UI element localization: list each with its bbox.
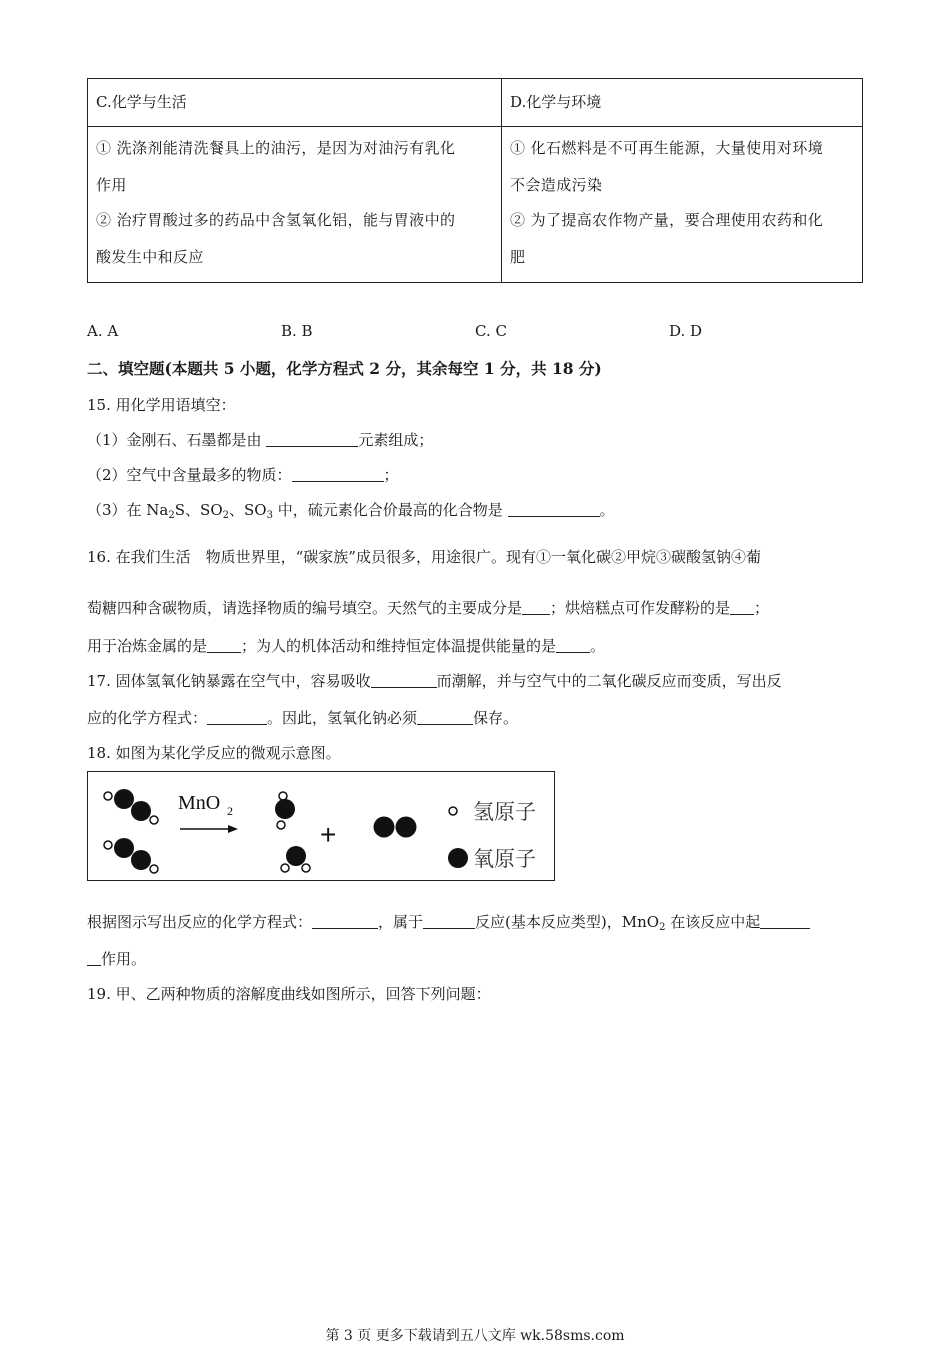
table-divider-horizontal (88, 126, 862, 127)
answer-blank[interactable] (522, 600, 550, 615)
answer-blank[interactable] (207, 638, 241, 653)
q18-text: 反应(基本反应类型)，MnO (475, 913, 660, 931)
answer-blank[interactable] (508, 502, 600, 517)
table-c-line: 作用 (96, 176, 127, 194)
comparison-table (87, 78, 863, 283)
oxygen-atom-legend-icon (448, 848, 468, 868)
answer-blank[interactable] (266, 432, 358, 447)
q15-stem: 15. 用化学用语填空： (87, 396, 236, 414)
answer-blank[interactable] (730, 600, 754, 615)
q16-line1: 16. 在我们生活 物质世界里，“碳家族”成员很多，用途很广。现有①一氧化碳②甲烷③碳酸氢钠④葡 (87, 548, 761, 566)
q16-line3 (87, 635, 605, 656)
reactant-molecule (104, 838, 158, 873)
reaction-arrow (180, 825, 238, 833)
q15-part3 (87, 499, 615, 521)
option-a: A. A (87, 322, 119, 340)
q16-text: 萄糖四种含碳物质，请选择物质的编号填空。天然气的主要成分是 (87, 599, 523, 617)
subscript: 2 (222, 510, 229, 521)
q15-part1-text: （1）金刚石、石墨都是由 (87, 431, 267, 449)
q15-part2 (87, 464, 399, 485)
table-header-d: D.化学与环境 (510, 93, 602, 111)
table-divider-vertical (501, 79, 502, 282)
answer-blank[interactable] (371, 673, 437, 688)
q17-text: 而潮解，并与空气中的二氧化碳反应而变质，写出反 (436, 672, 782, 690)
table-c-line: 酸发生中和反应 (96, 248, 204, 266)
q15-part3-text: S、SO (174, 501, 223, 519)
answer-blank[interactable] (207, 710, 267, 725)
option-c: C. C (475, 322, 507, 340)
reaction-diagram (87, 771, 555, 881)
q17-text: 保存。 (473, 709, 519, 727)
q18-text: 根据图示写出反应的化学方程式： (87, 913, 313, 931)
q15-part2-text-end: ； (383, 466, 399, 484)
q18-text: 作用。 (101, 950, 147, 968)
option-d: D. D (669, 322, 703, 340)
table-c-line: ① 洗涤剂能清洗餐具上的油污，是因为对油污有乳化 (96, 139, 456, 157)
answer-blank[interactable] (556, 638, 590, 653)
reaction-diagram-svg (88, 772, 554, 880)
answer-blank[interactable] (417, 710, 473, 725)
subscript: 2 (659, 922, 666, 933)
q17-line2 (87, 707, 518, 728)
q18-text: ，属于 (378, 913, 424, 931)
q16-text: ； (754, 599, 770, 617)
table-header-c: C.化学与生活 (96, 93, 187, 111)
q15-part1 (87, 429, 433, 450)
q18-answer-line2 (87, 948, 146, 969)
q17-line1 (87, 670, 782, 691)
q15-part3-text: 、SO (229, 501, 267, 519)
q18-answer-line1 (87, 911, 810, 933)
catalyst-subscript: 2 (227, 804, 233, 818)
q18-stem: 18. 如图为某化学反应的微观示意图。 (87, 744, 341, 762)
table-d-line: ② 为了提高农作物产量，要合理使用农药和化 (510, 211, 824, 229)
option-b: B. B (281, 322, 313, 340)
q17-text: 17. 固体氢氧化钠暴露在空气中，容易吸收 (87, 672, 371, 690)
q19-stem: 19. 甲、乙两种物质的溶解度曲线如图所示，回答下列问题： (87, 985, 491, 1003)
subscript: 3 (266, 510, 273, 521)
legend-oxygen: 氧原子 (473, 847, 536, 871)
page-footer: 第 3 页 更多下载请到五八文库 wk.58sms.com (325, 1328, 625, 1344)
q15-part2-text: （2）空气中含量最多的物质： (87, 466, 292, 484)
q17-text: 应的化学方程式： (87, 709, 208, 727)
product-oxygen-molecule (374, 817, 417, 838)
table-d-line: ① 化石燃料是不可再生能源，大量使用对环境 (510, 139, 824, 157)
q16-text: 用于冶炼金属的是 (87, 637, 208, 655)
q16-text: 。 (590, 637, 606, 655)
product-water-molecule (275, 792, 295, 829)
subscript: 2 (168, 510, 175, 521)
product-water-molecule (281, 846, 310, 872)
answer-blank[interactable] (312, 914, 378, 929)
answer-blank[interactable] (760, 914, 810, 929)
answer-blank[interactable] (423, 914, 475, 929)
answer-blank[interactable] (87, 951, 101, 966)
table-d-line: 不会造成污染 (510, 176, 603, 194)
section-title: 二、填空题(本题共 5 小题，化学方程式 2 分，其余每空 1 分，共 18 分) (87, 359, 602, 378)
q16-line2 (87, 597, 769, 618)
q18-text: 在该反应中起 (665, 913, 761, 931)
q17-text: 。因此，氢氧化钠必须 (267, 709, 418, 727)
answer-blank[interactable] (292, 467, 384, 482)
q16-text: ；为人的机体活动和维持恒定体温提供能量的是 (241, 637, 557, 655)
reactant-molecule (104, 789, 158, 824)
q15-part3-text-end: 。 (599, 501, 615, 519)
table-d-line: 肥 (510, 248, 526, 266)
q15-part3-text: 中，硫元素化合价最高的化合物是 (272, 501, 508, 519)
q15-part3-text: （3）在 Na (87, 501, 169, 519)
q15-part1-text-end: 元素组成； (358, 431, 434, 449)
q16-text: ；烘焙糕点可作发酵粉的是 (550, 599, 731, 617)
catalyst-label: MnO (178, 792, 221, 814)
plus-sign: + (320, 819, 337, 850)
hydrogen-atom-legend-icon (449, 807, 457, 815)
legend-hydrogen: 氢原子 (473, 800, 536, 824)
table-c-line: ② 治疗胃酸过多的药品中含氢氧化铝，能与胃液中的 (96, 211, 456, 229)
